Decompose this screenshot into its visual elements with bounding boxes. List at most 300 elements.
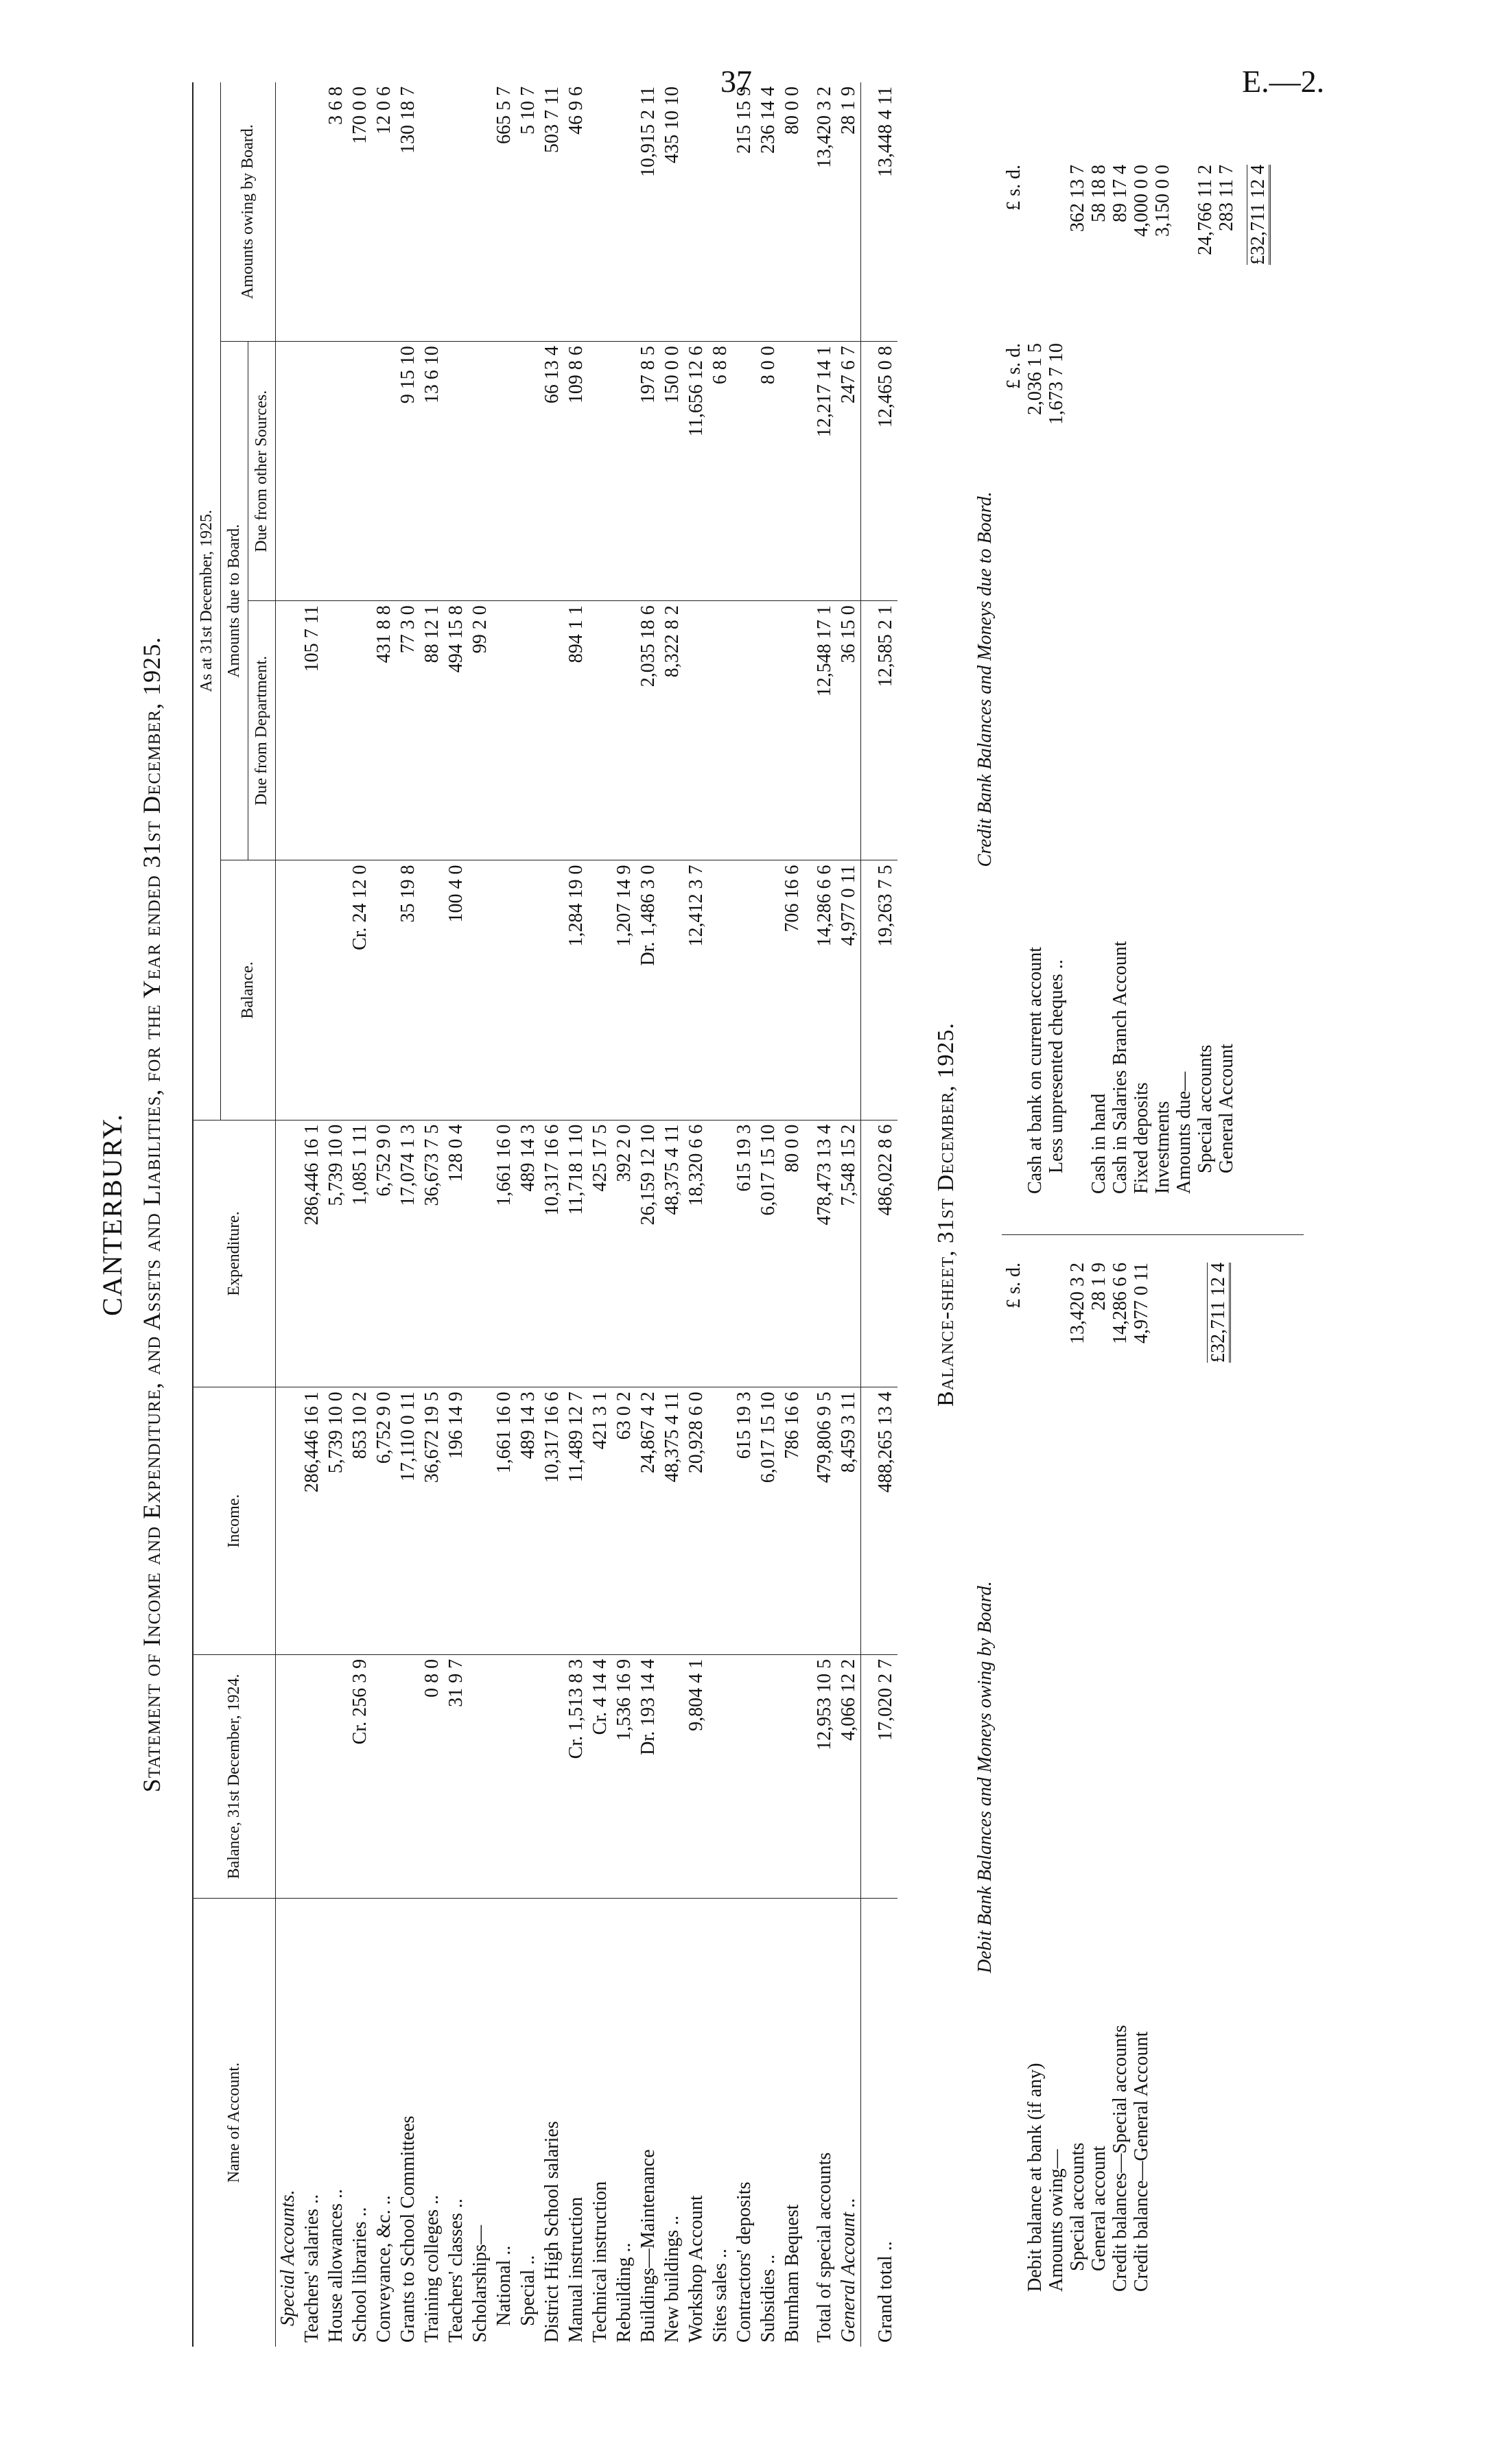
cell-bal-open [540, 1654, 564, 1898]
cell-dept [684, 601, 708, 860]
cell-other [372, 342, 396, 601]
cell-bal-open: 9,804 4 1 [684, 1654, 708, 1898]
cell-income: 286,446 16 1 [300, 1387, 324, 1655]
credit-subamount [1131, 343, 1152, 521]
cell-bal [420, 860, 444, 1120]
credit-amount: 3,150 0 0 [1152, 165, 1173, 237]
cell-bal-open: 12,953 10 5 [804, 1654, 836, 1898]
credit-row [1024, 165, 1046, 1194]
cell-exp: 17,074 1 3 [396, 1120, 420, 1387]
cell-other: 12,465 0 8 [861, 342, 898, 601]
cell-bal [756, 860, 780, 1120]
credit-row [1131, 165, 1152, 1194]
cell-bal [300, 860, 324, 1120]
section-label: Special Accounts. [277, 2190, 298, 2326]
cell-income: 63 0 2 [612, 1387, 636, 1655]
cell-income: 48,375 4 11 [660, 1387, 684, 1655]
cell-other [300, 342, 324, 601]
cell-owing: 13,420 3 2 [804, 82, 836, 342]
cell-exp: 6,017 15 10 [756, 1120, 780, 1387]
credit-heading: Credit Bank Balances and Moneys due to Board. [974, 491, 996, 867]
cell-dept [324, 601, 348, 860]
cell-income: 479,806 9 5 [804, 1387, 836, 1655]
cell-bal [516, 860, 540, 1120]
credit-label: Fixed deposits [1131, 1082, 1152, 1194]
table-row [324, 82, 348, 2347]
credit-row [1152, 165, 1173, 1194]
account-name: Workshop Account [685, 2195, 707, 2343]
account-name: Grants to School Committees [397, 2115, 419, 2343]
table-row [756, 82, 780, 2347]
cell-owing: 80 0 0 [780, 82, 804, 342]
cell-dept [756, 601, 780, 860]
col-expenditure: Expenditure. [193, 1120, 276, 1387]
debit-heading: Debit Bank Balances and Moneys owing by Board. [974, 1581, 996, 1973]
cell-bal: 4,977 0 11 [836, 860, 861, 1120]
cell-exp: 6,752 9 0 [372, 1120, 396, 1387]
cell-exp: 36,673 7 5 [420, 1120, 444, 1387]
cell-exp: 26,159 12 10 [636, 1120, 660, 1387]
cell-exp: 286,446 16 1 [300, 1120, 324, 1387]
account-name: New buildings .. [661, 2215, 683, 2343]
cell-income [468, 1387, 492, 1655]
credit-label: General Account [1216, 1044, 1237, 1173]
cell-exp: 48,375 4 11 [660, 1120, 684, 1387]
balance-sheet-debit [974, 1263, 1231, 2292]
cell-bal: 19,263 7 5 [861, 860, 898, 1120]
credit-sub-lsd: £ s. d. [1003, 343, 1024, 389]
cell-bal-open [396, 1654, 420, 1898]
credit-label: Less unpresented cheques .. [1046, 959, 1067, 1173]
credit-amount [1024, 165, 1046, 343]
rotated-content [96, 82, 1434, 2347]
cell-bal-open [732, 1654, 756, 1898]
cell-owing [444, 82, 468, 342]
cell-other [780, 342, 804, 601]
cell-dept [588, 601, 612, 860]
account-name: School libraries .. [349, 2207, 371, 2343]
account-name: Conveyance, &c. .. [373, 2195, 395, 2343]
debit-amount: 13,420 3 2 [1067, 1263, 1088, 1344]
cell-other [348, 342, 372, 601]
cell-bal-open [372, 1654, 396, 1898]
balance-sheet-title: Balance-sheet, 31st December, 1925. [933, 1022, 959, 1407]
debit-amount: 4,977 0 11 [1131, 1263, 1152, 1344]
cell-bal-open: 4,066 12 2 [836, 1654, 861, 1898]
cell-owing: 215 15 9 [732, 82, 756, 342]
cell-other: 66 13 4 [540, 342, 564, 601]
cell-exp [468, 1120, 492, 1387]
account-name: Subsidies .. [758, 2254, 779, 2343]
cell-exp: 10,317 16 6 [540, 1120, 564, 1387]
credit-lsd: £ s. d. [1003, 165, 1024, 211]
account-name: Buildings—Maintenance [637, 2149, 659, 2343]
cell-owing: 236 14 4 [756, 82, 780, 342]
table-row [540, 82, 564, 2347]
cell-exp: 1,085 1 11 [348, 1120, 372, 1387]
col-due-other: Due from other Sources. [248, 342, 276, 601]
table-row [588, 82, 612, 2347]
account-name: Technical instruction [589, 2181, 611, 2343]
cell-income: 6,752 9 0 [372, 1387, 396, 1655]
cell-owing [588, 82, 612, 342]
credit-amount: 89 17 4 [1110, 165, 1131, 222]
cell-owing [708, 82, 732, 342]
cell-bal-open: 0 8 0 [420, 1654, 444, 1898]
cell-dept: 77 3 0 [396, 601, 420, 860]
cell-bal-open [324, 1654, 348, 1898]
cell-owing [612, 82, 636, 342]
credit-row [1046, 165, 1067, 1194]
table-row [780, 82, 804, 2347]
table-row [348, 82, 372, 2347]
cell-other [444, 342, 468, 601]
credit-label [1067, 521, 1088, 1194]
cell-bal-open: 1,536 16 9 [612, 1654, 636, 1898]
debit-amount [1046, 1263, 1067, 1441]
account-name: National .. [493, 2245, 515, 2326]
credit-subamount [1067, 343, 1088, 521]
credit-subamount: 1,673 7 10 [1046, 343, 1067, 425]
credit-subamount [1195, 343, 1216, 521]
debit-row [1131, 1263, 1152, 2292]
cell-dept [348, 601, 372, 860]
debit-row [1067, 1263, 1088, 2292]
cell-bal-open [468, 1654, 492, 1898]
cell-exp: 18,320 6 6 [684, 1120, 708, 1387]
page-number: 37 [720, 64, 752, 99]
cell-owing [684, 82, 708, 342]
cell-income: 488,265 13 4 [861, 1387, 898, 1655]
cell-dept [612, 601, 636, 860]
col-owing: Amounts owing by Board. [221, 82, 276, 342]
credit-label: Cash in Salaries Branch Account [1110, 941, 1131, 1194]
cell-dept: 99 2 0 [468, 601, 492, 860]
table-row [660, 82, 684, 2347]
cell-other: 150 0 0 [660, 342, 684, 601]
credit-label: Cash at bank on current account [1024, 947, 1046, 1194]
cell-exp: 478,473 13 4 [804, 1120, 836, 1387]
account-name: Sites sales .. [709, 2249, 731, 2343]
account-name: House allowances .. [325, 2189, 347, 2343]
cell-income: 5,739 10 0 [324, 1387, 348, 1655]
cell-owing: 435 10 10 [660, 82, 684, 342]
cell-bal-open [300, 1654, 324, 1898]
cell-other [468, 342, 492, 601]
cell-bal: Cr. 24 12 0 [348, 860, 372, 1120]
cell-owing [420, 82, 444, 342]
cell-income [708, 1387, 732, 1655]
account-name: Grand total .. [861, 1899, 898, 2347]
balance-sheet-credit [974, 165, 1271, 1194]
cell-bal-open: 17,020 2 7 [861, 1654, 898, 1898]
cell-exp: 11,718 1 10 [564, 1120, 588, 1387]
credit-label: Amounts due— [1173, 1071, 1195, 1194]
credit-label: Investments [1152, 1101, 1173, 1194]
cell-income: 489 14 3 [516, 1387, 540, 1655]
credit-amount: 24,766 11 2 [1195, 165, 1216, 255]
account-name: Special .. [517, 2255, 539, 2326]
cell-dept: 494 15 8 [444, 601, 468, 860]
cell-bal [588, 860, 612, 1120]
debit-label: Amounts owing— [1046, 2149, 1067, 2292]
cell-bal-open [780, 1654, 804, 1898]
cell-bal-open [516, 1654, 540, 1898]
cell-bal [492, 860, 516, 1120]
cell-bal-open [492, 1654, 516, 1898]
credit-subamount [1152, 343, 1173, 521]
cell-bal-open [756, 1654, 780, 1898]
cell-dept: 88 12 1 [420, 601, 444, 860]
table-row [708, 82, 732, 2347]
cell-other [732, 342, 756, 601]
cell-dept [516, 601, 540, 860]
cell-other: 12,217 14 1 [804, 342, 836, 601]
cell-other: 109 8 6 [564, 342, 588, 601]
cell-other: 11,656 12 6 [684, 342, 708, 601]
cell-other: 247 6 7 [836, 342, 861, 601]
table-row [564, 82, 588, 2347]
cell-bal-open: Dr. 193 14 4 [636, 1654, 660, 1898]
account-name: Manual instruction [565, 2196, 587, 2343]
credit-row [1173, 165, 1195, 1194]
credit-row [1088, 165, 1110, 1194]
table-row [804, 82, 836, 2347]
cell-bal: 12,412 3 7 [684, 860, 708, 1120]
col-due-dept: Due from Department. [248, 601, 276, 860]
cell-bal-open: Cr. 256 3 9 [348, 1654, 372, 1898]
credit-row [1067, 165, 1088, 1194]
cell-bal: 14,286 6 6 [804, 860, 836, 1120]
table-row [492, 82, 516, 2347]
debit-amount: 14,286 6 6 [1110, 1263, 1131, 1344]
cell-income: 1,661 16 0 [492, 1387, 516, 1655]
account-name: Teachers' classes .. [445, 2198, 467, 2343]
cell-other [516, 342, 540, 601]
cell-dept [780, 601, 804, 860]
cell-dept: 8,322 8 2 [660, 601, 684, 860]
cell-income: 615 19 3 [732, 1387, 756, 1655]
cell-dept: 2,035 18 6 [636, 601, 660, 860]
account-name: General Account .. [838, 2198, 859, 2343]
cell-other [324, 342, 348, 601]
cell-bal: 1,207 14 9 [612, 860, 636, 1120]
cell-dept: 894 1 1 [564, 601, 588, 860]
cell-bal [324, 860, 348, 1120]
debit-amount [1024, 1263, 1046, 1441]
cell-other [612, 342, 636, 601]
cell-income: 8,459 3 11 [836, 1387, 861, 1655]
cell-exp: 5,739 10 0 [324, 1120, 348, 1387]
cell-dept: 12,548 17 1 [804, 601, 836, 860]
cell-bal [468, 860, 492, 1120]
debit-lsd: £ s. d. [1003, 1263, 1024, 1309]
table-row [372, 82, 396, 2347]
account-name: Burnham Bequest [782, 2204, 803, 2343]
cell-bal [540, 860, 564, 1120]
debit-label: Credit balances—Special accounts [1110, 2025, 1131, 2292]
cell-bal-open [708, 1654, 732, 1898]
cell-dept [540, 601, 564, 860]
cell-exp: 489 14 3 [516, 1120, 540, 1387]
cell-owing: 46 9 6 [564, 82, 588, 342]
cell-exp: 128 0 4 [444, 1120, 468, 1387]
col-balance: Balance. [221, 860, 276, 1120]
cell-owing: 503 7 11 [540, 82, 564, 342]
cell-bal-open: 31 9 7 [444, 1654, 468, 1898]
cell-exp: 80 0 0 [780, 1120, 804, 1387]
cell-bal: 100 4 0 [444, 860, 468, 1120]
cell-income: 11,489 12 7 [564, 1387, 588, 1655]
cell-dept [708, 601, 732, 860]
cell-other [588, 342, 612, 601]
cell-exp: 615 19 3 [732, 1120, 756, 1387]
table-row [684, 82, 708, 2347]
debit-row [1088, 1263, 1110, 2292]
table-row [300, 82, 324, 2347]
table-row [516, 82, 540, 2347]
cell-owing: 130 18 7 [396, 82, 420, 342]
cell-income: 24,867 4 2 [636, 1387, 660, 1655]
table-row [612, 82, 636, 2347]
table-row [468, 82, 492, 2347]
table-row [732, 82, 756, 2347]
debit-amount: 28 1 9 [1088, 1263, 1110, 1311]
cell-exp: 1,661 16 0 [492, 1120, 516, 1387]
cell-bal-open [660, 1654, 684, 1898]
credit-amount: 362 13 7 [1067, 165, 1088, 232]
cell-income: 6,017 15 10 [756, 1387, 780, 1655]
cell-bal [732, 860, 756, 1120]
col-balance-open: Balance, 31st December, 1924. [193, 1654, 276, 1898]
credit-amount [1173, 165, 1195, 343]
debit-label: Special accounts [1067, 2142, 1088, 2271]
cell-owing: 170 0 0 [348, 82, 372, 342]
cell-other: 9 15 10 [396, 342, 420, 601]
cell-bal-open: Cr. 4 14 4 [588, 1654, 612, 1898]
cell-dept [732, 601, 756, 860]
credit-row [1216, 165, 1237, 1194]
credit-subamount [1173, 343, 1195, 521]
cell-other: 197 8 5 [636, 342, 660, 601]
cell-owing: 28 1 9 [836, 82, 861, 342]
cell-bal: 1,284 19 0 [564, 860, 588, 1120]
cell-dept: 431 8 8 [372, 601, 396, 860]
table-row [636, 82, 660, 2347]
cell-exp: 425 17 5 [588, 1120, 612, 1387]
cell-dept: 36 15 0 [836, 601, 861, 860]
col-income: Income. [193, 1387, 276, 1655]
credit-row [1195, 165, 1216, 1194]
credit-subamount: 2,036 1 5 [1024, 343, 1046, 415]
account-name: District High School salaries [541, 2121, 563, 2343]
cell-owing: 12 0 6 [372, 82, 396, 342]
balance-sheet-divider [1002, 1234, 1304, 1235]
cell-dept: 12,585 2 1 [861, 601, 898, 860]
statement-subtitle: Statement of Income and Expenditure, and Assets and Liabilities, for the Year ended 31st December, 1925. [138, 636, 165, 1793]
account-name: Contractors' deposits [733, 2181, 755, 2343]
account-name: Total of special accounts [814, 2152, 835, 2343]
credit-label: Cash in hand [1088, 1093, 1110, 1194]
debit-total: £32,711 12 4 [1207, 1263, 1231, 1363]
cell-income: 20,928 6 0 [684, 1387, 708, 1655]
cell-exp: 486,022 8 6 [861, 1120, 898, 1387]
cell-bal: 35 19 8 [396, 860, 420, 1120]
debit-label: General account [1088, 2146, 1110, 2271]
credit-subamount [1110, 343, 1131, 521]
cell-income: 10,317 16 6 [540, 1387, 564, 1655]
cell-owing: 10,915 2 11 [636, 82, 660, 342]
account-name: Training colleges .. [421, 2194, 443, 2343]
credit-amount [1046, 165, 1067, 343]
cell-income: 17,110 0 11 [396, 1387, 420, 1655]
cell-exp: 7,548 15 2 [836, 1120, 861, 1387]
debit-row [1110, 1263, 1131, 2292]
credit-amount: 58 18 8 [1088, 165, 1110, 222]
table-row [396, 82, 420, 2347]
cell-income: 36,672 19 5 [420, 1387, 444, 1655]
table-row [420, 82, 444, 2347]
debit-label: Credit balance—General Account [1131, 2031, 1152, 2292]
cell-exp [708, 1120, 732, 1387]
cell-other: 13 6 10 [420, 342, 444, 601]
cell-income: 853 10 2 [348, 1387, 372, 1655]
credit-row [1110, 165, 1131, 1194]
cell-dept: 105 7 11 [300, 601, 324, 860]
credit-subamount [1088, 343, 1110, 521]
credit-amount: 4,000 0 0 [1131, 165, 1152, 237]
account-name: Teachers' salaries .. [301, 2194, 322, 2343]
debit-row [1024, 1263, 1046, 2292]
credit-amount: 283 11 7 [1216, 165, 1237, 231]
cell-income: 421 3 1 [588, 1387, 612, 1655]
account-name: Scholarships— [469, 2225, 491, 2343]
cell-exp: 392 2 0 [612, 1120, 636, 1387]
table-row [444, 82, 468, 2347]
cell-dept [492, 601, 516, 860]
cell-owing: 5 10 7 [516, 82, 540, 342]
account-name: Rebuilding .. [613, 2242, 635, 2343]
cell-other: 8 0 0 [756, 342, 780, 601]
cell-income: 786 16 6 [780, 1387, 804, 1655]
cell-owing: 3 6 8 [324, 82, 348, 342]
page-title: CANTERBURY. [97, 1113, 128, 1316]
cell-owing: 665 5 7 [492, 82, 516, 342]
cell-bal [660, 860, 684, 1120]
table-row [836, 82, 861, 2347]
debit-row [1046, 1263, 1067, 2292]
cell-other [492, 342, 516, 601]
cell-bal: Dr. 1,486 3 0 [636, 860, 660, 1120]
cell-bal [708, 860, 732, 1120]
cell-bal: 706 16 6 [780, 860, 804, 1120]
credit-subamount [1216, 343, 1237, 521]
statement-table [192, 82, 897, 2347]
table-row [861, 82, 898, 2347]
credit-total: £32,711 12 4 [1247, 165, 1271, 265]
col-as-at: As at 31st December, 1925. [193, 82, 221, 1120]
page-code: E.—2. [1242, 64, 1325, 99]
cell-income: 196 14 9 [444, 1387, 468, 1655]
col-name: Name of Account. [193, 1899, 276, 2347]
credit-label: Special accounts [1195, 1044, 1216, 1173]
cell-bal-open: Cr. 1,513 8 3 [564, 1654, 588, 1898]
cell-other: 6 8 8 [708, 342, 732, 601]
cell-bal [372, 860, 396, 1120]
debit-label: Debit balance at bank (if any) [1024, 2063, 1046, 2292]
cell-owing: 13,448 4 11 [861, 82, 898, 342]
col-due-board: Amounts due to Board. [221, 342, 248, 860]
